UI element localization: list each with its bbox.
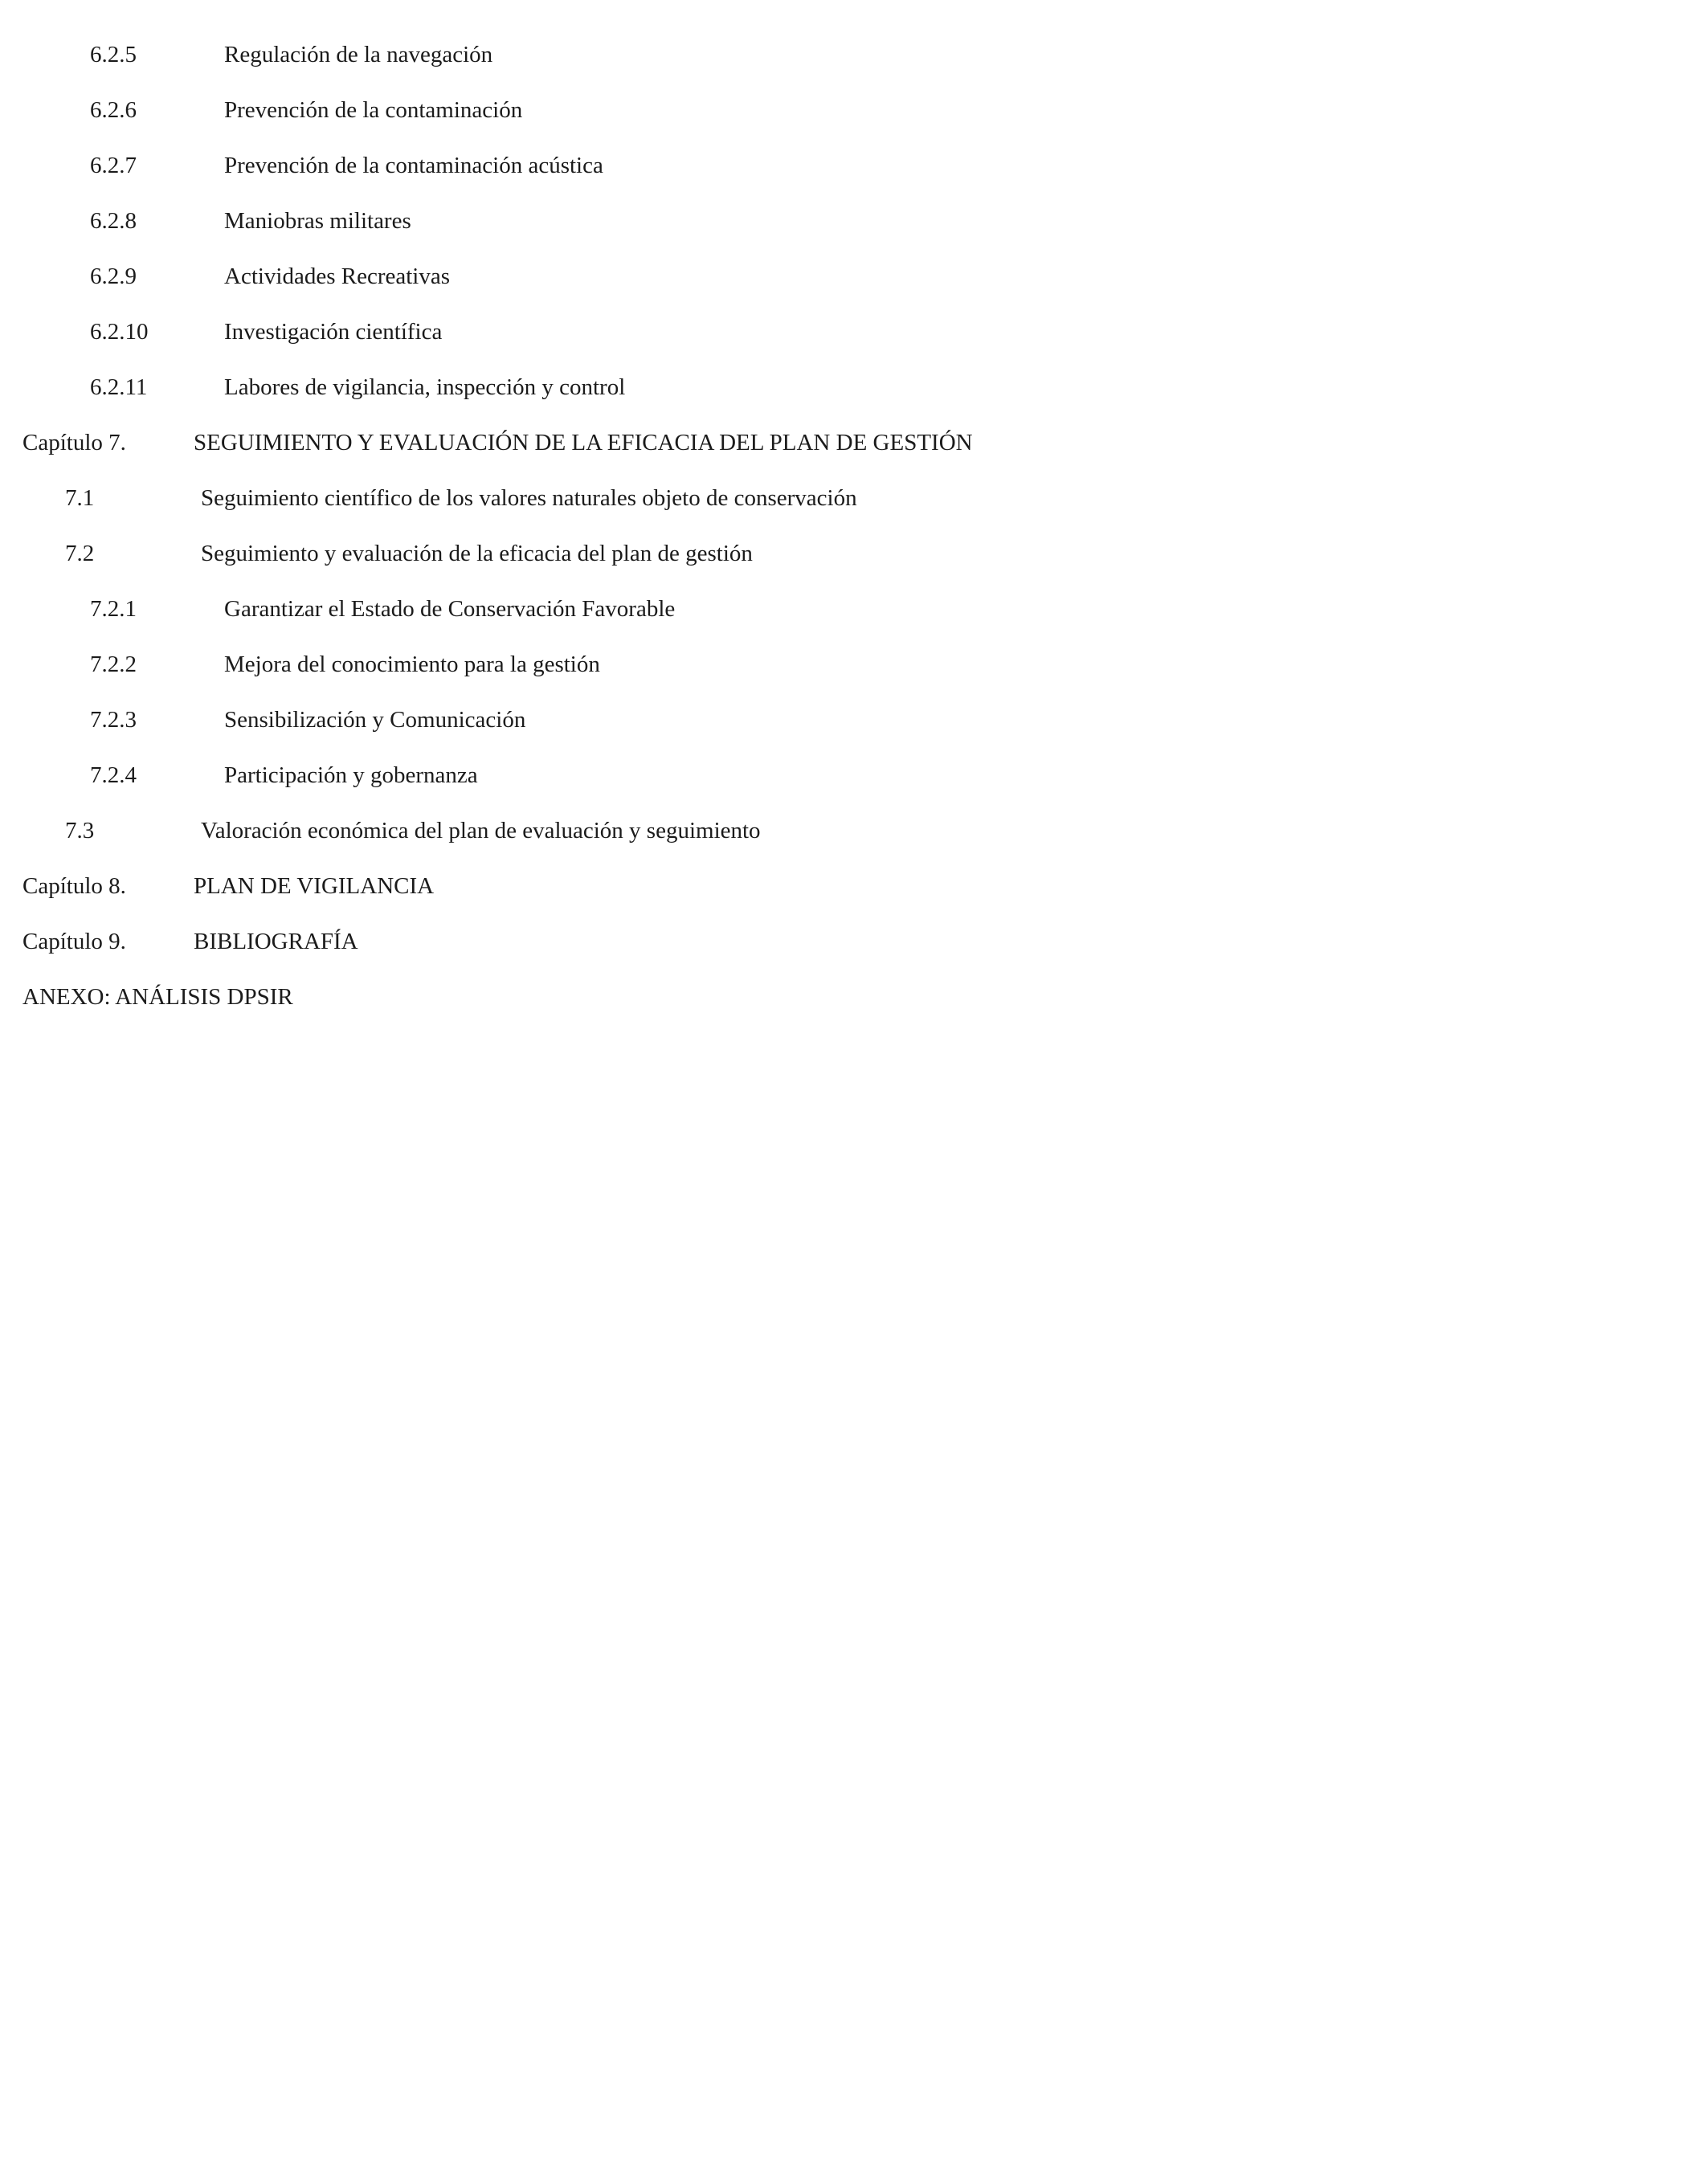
toc-entry-title: PLAN DE VIGILANCIA	[194, 873, 435, 899]
toc-entry-title: Actividades Recreativas	[224, 263, 451, 289]
toc-entry-title: Sensibilización y Comunicación	[224, 707, 526, 733]
toc-entry-title: Prevención de la contaminación acústica	[224, 153, 603, 178]
toc-entry-number: 7.2	[65, 541, 95, 566]
toc-entry-number: 7.2.1	[90, 596, 137, 622]
toc-entry	[0, 138, 1708, 194]
toc-entry-title: Participación y gobernanza	[224, 762, 478, 788]
toc-entry	[0, 526, 1708, 582]
toc-entry-number: 6.2.7	[90, 153, 137, 178]
toc-entry-title: Seguimiento y evaluación de la eficacia del plan de gestión	[201, 541, 753, 566]
toc-entry-title: ANEXO: ANÁLISIS DPSIR	[22, 984, 293, 1010]
toc-entry-number: 7.2.3	[90, 707, 137, 733]
toc-entry-number: 6.2.11	[90, 374, 148, 400]
toc-entry-title: Prevención de la contaminación	[224, 97, 523, 123]
toc-entry-title: Valoración económica del plan de evaluación y seguimiento	[201, 818, 761, 843]
toc-chapter-entry	[0, 415, 1708, 471]
toc-annex-entry	[0, 970, 1708, 1025]
toc-entry	[0, 360, 1708, 415]
toc-entry-number: 7.3	[65, 818, 95, 843]
toc-entry	[0, 582, 1708, 637]
toc-entry-number: 7.2.4	[90, 762, 137, 788]
toc-entry-number: 7.1	[65, 485, 95, 511]
toc-entry	[0, 83, 1708, 138]
table-of-contents	[0, 27, 1708, 1025]
toc-entry-title: Garantizar el Estado de Conservación Favorable	[224, 596, 676, 622]
toc-entry-number: Capítulo 9.	[22, 929, 126, 954]
toc-entry-title: Labores de vigilancia, inspección y control	[224, 374, 626, 400]
toc-entry-title: Regulación de la navegación	[224, 42, 493, 67]
toc-entry	[0, 803, 1708, 859]
toc-entry	[0, 692, 1708, 748]
toc-entry-number: 6.2.8	[90, 208, 137, 234]
toc-entry-number: 6.2.5	[90, 42, 137, 67]
toc-entry-number: 6.2.9	[90, 263, 137, 289]
toc-entry	[0, 471, 1708, 526]
toc-entry	[0, 637, 1708, 692]
toc-entry	[0, 27, 1708, 83]
toc-entry-title: Mejora del conocimiento para la gestión	[224, 651, 600, 677]
toc-chapter-entry	[0, 914, 1708, 970]
toc-entry	[0, 194, 1708, 249]
toc-entry-number: 6.2.10	[90, 319, 149, 345]
toc-entry-number: 6.2.6	[90, 97, 137, 123]
toc-entry	[0, 249, 1708, 304]
toc-entry-number: Capítulo 8.	[22, 873, 126, 899]
toc-chapter-entry	[0, 859, 1708, 914]
toc-entry-title: SEGUIMIENTO Y EVALUACIÓN DE LA EFICACIA DEL PLAN DE GESTIÓN	[194, 430, 973, 455]
toc-entry-number: Capítulo 7.	[22, 430, 126, 455]
toc-entry-title: Seguimiento científico de los valores naturales objeto de conservación	[201, 485, 857, 511]
toc-entry-title: BIBLIOGRAFÍA	[194, 929, 358, 954]
toc-entry	[0, 304, 1708, 360]
toc-entry-title: Maniobras militares	[224, 208, 411, 234]
toc-entry	[0, 748, 1708, 803]
toc-entry-number: 7.2.2	[90, 651, 137, 677]
toc-entry-title: Investigación científica	[224, 319, 443, 345]
